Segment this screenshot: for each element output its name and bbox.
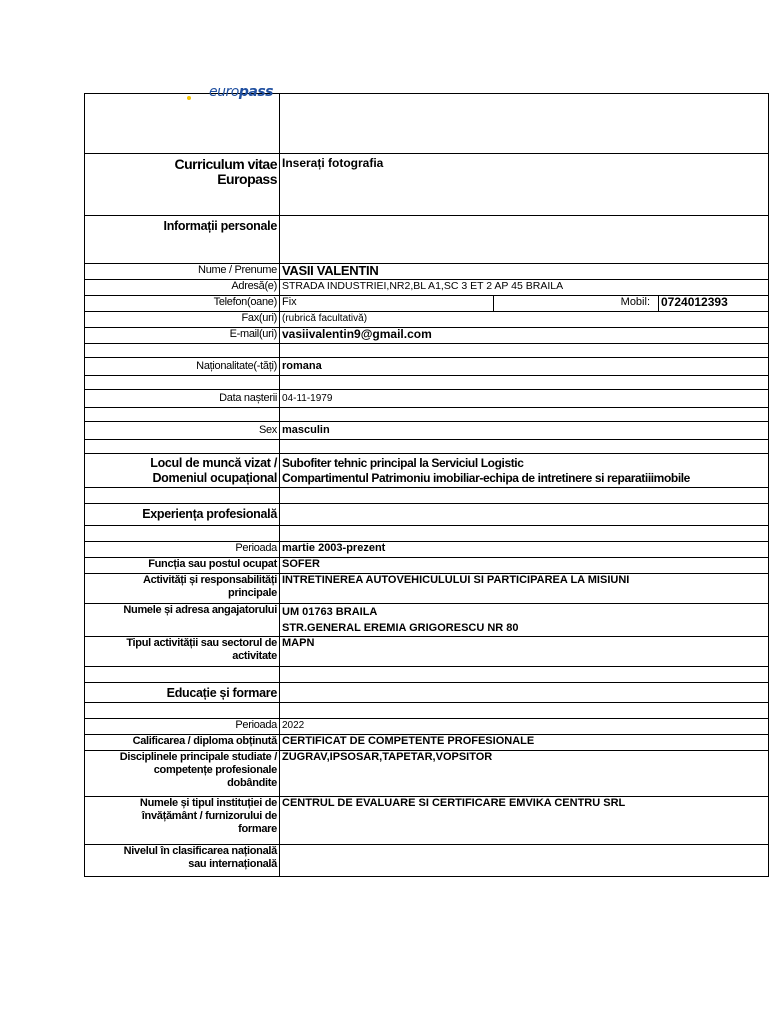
- phone-label: Telefon(oane): [85, 296, 280, 312]
- email-label: E-mail(uri): [85, 328, 280, 344]
- exp-position-value: SOFER: [280, 558, 769, 574]
- exp-sector-label: Tipul activității sau sectorul de activitate: [85, 637, 280, 667]
- logo-text-bold: pass: [238, 84, 273, 100]
- edu-institution-value: CENTRUL DE EVALUARE SI CERTIFICARE EMVIKA CENTRU SRL: [280, 797, 769, 845]
- exp-sector-value: MAPN: [280, 637, 769, 667]
- cv-table: [84, 84, 769, 877]
- sex-value: masculin: [280, 422, 769, 440]
- edu-subjects-label: Disciplinele principale studiate / competențe profesionale dobândite: [85, 751, 280, 797]
- exp-employer-value: UM 01763 BRAILA STR.GENERAL EREMIA GRIGORESCU NR 80: [280, 604, 769, 637]
- edu-period-label: Perioada: [85, 719, 280, 735]
- edu-qual-label: Calificarea / diploma obținută: [85, 735, 280, 751]
- fax-value: (rubrică facultativă): [280, 312, 769, 328]
- edu-subjects-value: ZUGRAV,IPSOSAR,TAPETAR,VOPSITOR: [280, 751, 769, 797]
- address-value: STRADA INDUSTRIEI,NR2,BL A1,SC 3 ET 2 AP 45 BRAILA: [280, 280, 769, 296]
- section-education: Educație și formare: [166, 686, 277, 700]
- birth-label: Data nașterii: [85, 390, 280, 408]
- exp-activities-value: INTRETINEREA AUTOVEHICULULUI SI PARTICIPAREA LA MISIUNI: [280, 574, 769, 604]
- edu-period-value: 2022: [280, 719, 769, 735]
- sex-label: Sex: [85, 422, 280, 440]
- target-label: Locul de muncă vizat / Domeniul ocupațional: [85, 454, 280, 488]
- logo-star-icon: [187, 96, 191, 100]
- email-value: vasiivalentin9@gmail.com: [280, 328, 769, 344]
- exp-period-value: martie 2003-prezent: [280, 542, 769, 558]
- mobile-label: Mobil:: [494, 296, 659, 312]
- fax-label: Fax(uri): [85, 312, 280, 328]
- section-experience: Experiența profesională: [142, 507, 277, 521]
- address-label: Adresă(e): [85, 280, 280, 296]
- phone-fix: Fix: [280, 296, 494, 312]
- europass-logo: [87, 84, 277, 152]
- birth-value: 04-11-1979: [280, 390, 769, 408]
- photo-placeholder: Inserați fotografia: [282, 156, 384, 170]
- exp-period-label: Perioada: [85, 542, 280, 558]
- target-value: Subofiter tehnic principal la Serviciul Logistic Compartimentul Patrimoniu imobiliar-echipa de intretinere si reparatiiimobile: [280, 454, 769, 488]
- logo-cell: [85, 84, 280, 154]
- cv-document: [84, 84, 768, 877]
- nationality-label: Naționalitate(-tăți): [85, 358, 280, 376]
- logo-text-light: euro: [209, 84, 239, 100]
- section-personal-info: Informații personale: [163, 219, 277, 233]
- cv-title: Curriculum vitae Europass: [174, 156, 277, 187]
- name-label: Nume / Prenume: [85, 264, 280, 280]
- name-value: VASII VALENTIN: [282, 263, 379, 278]
- exp-position-label: Funcția sau postul ocupat: [85, 558, 280, 574]
- edu-level-label: Nivelul în clasificarea națională sau internațională: [85, 845, 280, 877]
- nationality-value: romana: [280, 358, 769, 376]
- mobile-value: 0724012393: [659, 296, 769, 312]
- edu-qual-value: CERTIFICAT DE COMPETENTE PROFESIONALE: [280, 735, 769, 751]
- edu-institution-label: Numele și tipul instituției de învățământ / furnizorului de formare: [85, 797, 280, 845]
- exp-employer-label: Numele și adresa angajatorului: [85, 604, 280, 637]
- exp-activities-label: Activități și responsabilități principale: [85, 574, 280, 604]
